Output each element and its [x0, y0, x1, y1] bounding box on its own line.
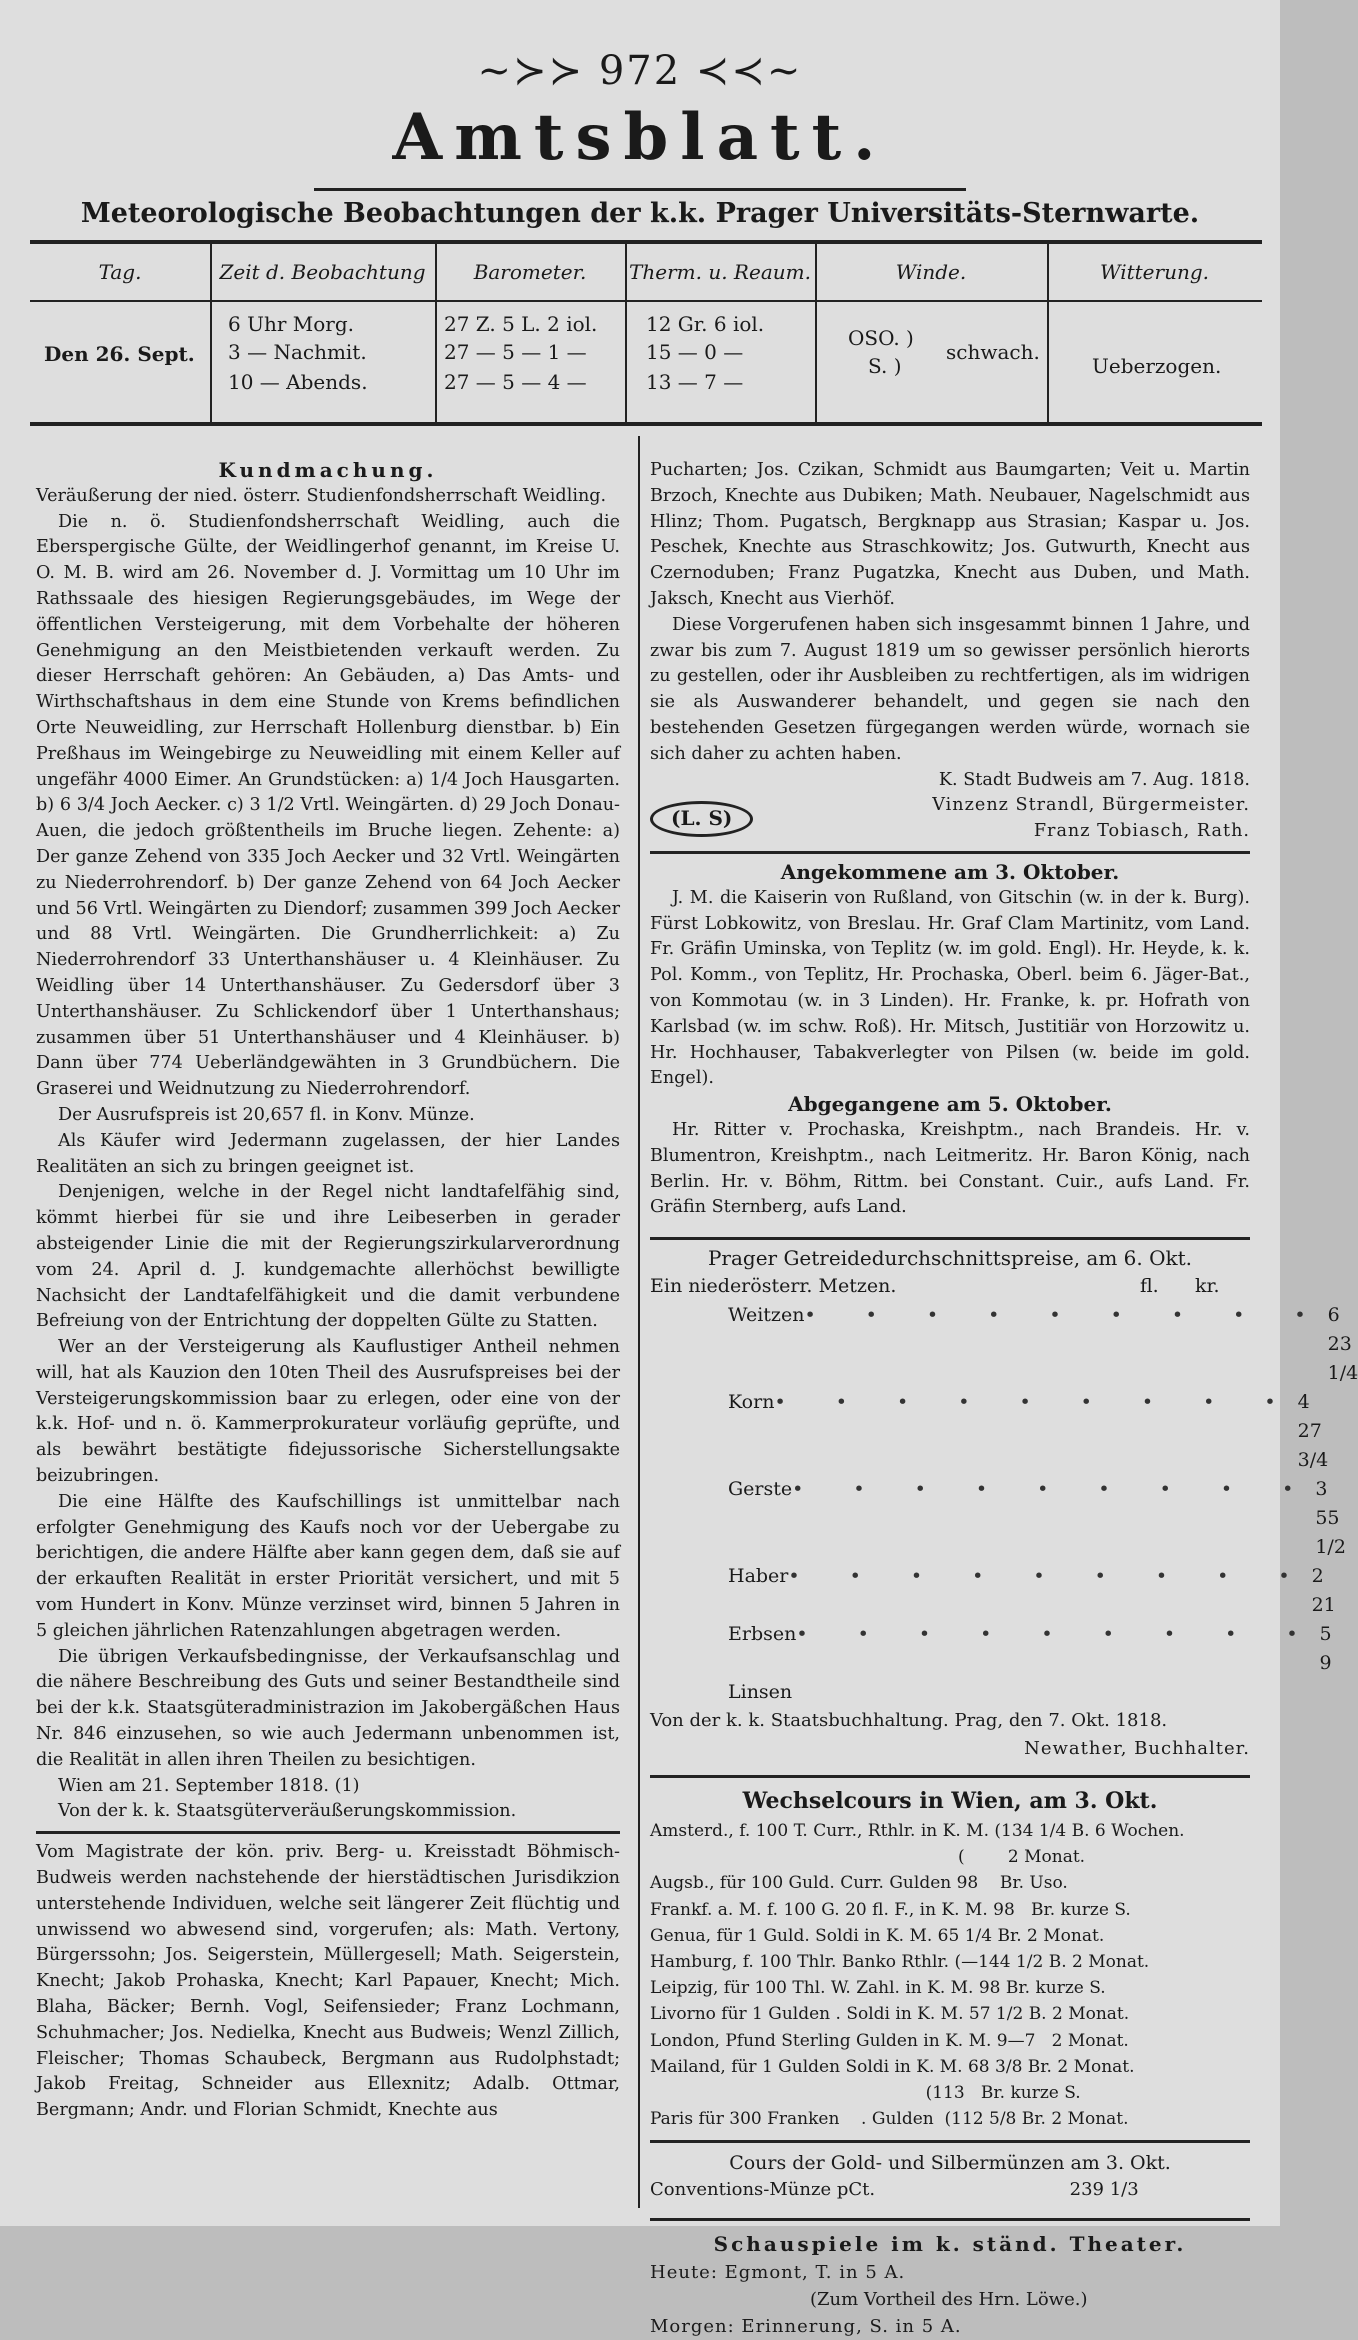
- grain-name: Erbsen: [728, 1622, 797, 1645]
- wind-direction-2: S. ): [868, 354, 902, 378]
- arrivals-heading: Angekommene am 3. Oktober.: [780, 859, 1120, 884]
- leader-dots: • • • • • • • • •: [788, 1564, 1312, 1587]
- newspaper-title: Amtsblatt.: [392, 100, 888, 175]
- grain-row: [650, 1301, 1358, 1388]
- budweis-date: K. Stadt Budweis am 7. Aug. 1818.: [938, 769, 1250, 790]
- exchange-row: Hamburg, f. 100 Thlr. Banko Rthlr. (—144 1/2 B. 2 Monat.: [650, 1951, 1150, 1972]
- grain-row: [650, 1562, 1336, 1620]
- grain-price: 5 9: [1319, 1622, 1332, 1674]
- weather-table: [30, 240, 1262, 426]
- leader-dots: • • • • • • • • •: [804, 1303, 1328, 1326]
- signer-mayor: Vinzenz Strandl, Bürgermeister.: [932, 795, 1250, 816]
- table-divider: [815, 244, 817, 422]
- grain-price: 4 27 3/4: [1297, 1390, 1329, 1471]
- grain-name: Weitzen: [728, 1303, 805, 1326]
- observatory-heading: Meteorologische Beobachtungen der k.k. Prager Universitäts-Sternwarte.: [80, 198, 1200, 229]
- wind-direction-1: OSO. ): [848, 326, 914, 350]
- leader-dots: • • • • • • • • •: [792, 1477, 1316, 1500]
- exchange-row: Amsterd., f. 100 T. Curr., Rthlr. in K. M. (134 1/4 B. 6 Wochen.: [650, 1820, 1185, 1841]
- barometer-morning: 27 Z. 5 L. 2 iol.: [444, 312, 598, 336]
- price-paragraph: Der Ausrufspreis ist 20,657 fl. in Konv. Münze.: [58, 1104, 475, 1125]
- date-line: Wien am 21. September 1818. (1): [58, 1775, 360, 1796]
- grain-name: Linsen: [728, 1680, 793, 1703]
- section-rule: [650, 851, 1250, 854]
- grain-price: 6 23 1/4: [1327, 1303, 1358, 1384]
- kundmachung-heading: Kundmachung.: [218, 458, 438, 482]
- grain-price: 2 21: [1311, 1564, 1336, 1616]
- col-header-barometer: Barometer.: [435, 244, 625, 302]
- theater-today: Heute: Egmont, T. in 5 A.: [650, 2261, 906, 2283]
- ornament-left-icon: ~≻≻: [477, 48, 599, 94]
- exchange-row: ( 2 Monat.: [650, 1847, 1086, 1868]
- exchange-row: Mailand, für 1 Gulden Soldi in K. M. 68 3/8 Br. 2 Monat.: [650, 2056, 1135, 2077]
- theater-benefit: (Zum Vortheil des Hrn. Löwe.): [810, 2288, 1088, 2310]
- time-evening: 10 — Abends.: [228, 370, 368, 394]
- grain-signer: Newather, Buchhalter.: [1024, 1737, 1250, 1759]
- exchange-row: (113 Br. kurze S.: [650, 2082, 1081, 2103]
- weather-condition: Ueberzogen.: [1092, 354, 1222, 378]
- right-column: [650, 458, 1358, 2340]
- col-header-time: Zeit d. Beobachtung: [210, 244, 435, 302]
- table-divider: [1047, 244, 1049, 422]
- conditions-paragraph: Die übrigen Verkaufsbedingnisse, der Verkaufsanschlag und die nähere Beschreibung des Guts und seiner Bestandtheile sind bei der k.k. Staatsgüteradministrazion im Jakobergäßchen Haus Nr. 846 einzusehen, so wie auch Jedermann unbenommen ist, die Realität in allen ihren Theilen zu besichtigen.: [36, 1646, 620, 1770]
- coin-row: Conventions-Münze pCt. 239 1/3: [650, 2179, 1139, 2201]
- exchange-row: Frankf. a. M. f. 100 G. 20 fl. F., in K. M. 98 Br. kurze S.: [650, 1899, 1131, 1920]
- grain-name: Haber: [728, 1564, 789, 1587]
- section-rule: [36, 1831, 620, 1834]
- title-underline: [314, 188, 966, 191]
- section-rule: [650, 1237, 1250, 1240]
- grain-name: Gerste: [728, 1477, 793, 1500]
- coin-heading: Cours der Gold- und Silbermünzen am 3. Okt.: [729, 2152, 1171, 2175]
- kundmachung-paragraph: Die n. ö. Studienfondsherrschaft Weidling, auch die Eberspergische Gülte, der Weidlingerhof genannt, im Kreise U. O. M. B. wird am 26. November d. J. Vormittag um 10 Uhr im Rathssaale des hiesigen Regierungsgebäudes, im Wege der öffentlichen Versteigerung, mit dem Vorbehalte der höheren Genehmigung an den Meistbietenden verkauft werden. Zu dieser Herrschaft gehören: An Gebäuden, a) Das Amts- und Wirthschaftshaus in dem eine Stunde von Krems befindlichen Orte Neuweidling, zur Herrschaft Hollenburg dienstbar. b) Ein Preßhaus im Weingebirge zu Neuweidling mit einem Keller auf ungefähr 4000 Eimer. An Grundstücken: a) 1/4 Joch Hausgarten. b) 6 3/4 Joch Aecker. c) 3 1/2 Vrtl. Weingärten. d) 29 Joch Donau-Auen, die jedoch größtentheils im Bruche liegen. Zehente: a) Der ganze Zehend von 335 Joch Aecker und 32 Vrtl. Weingärten zu Niederrohrendorf. b) Der ganze Zehend von 64 Joch Aecker und 56 Vrtl. Weingärten zu Diendorf; zusammen 399 Joch Aecker und 88 Vrtl. Weingärten. Die Grundherrlichkeit: a) Zu Niederrohrendorf 33 Unterthanshäuser u. 4 Kleinhäuser. Zu Weidling über 14 Unterthanshäuser. Zu Gedersdorf über 3 Unterthanshäuser. Zu Schlickendorf über 1 Unterthanshaus; zusammen über 51 Unterthanshäuser und 4 Kleinhäuser. b) Dann über 774 Ueberländgewähten in 3 Grundbüchern. Die Graserei und Weidnutzung zu Niederrohrendorf.: [36, 511, 620, 1100]
- leader-dots: • • • • • • • • •: [774, 1390, 1298, 1413]
- leader-dots: [818, 1678, 1140, 1707]
- section-rule: [650, 1775, 1250, 1778]
- departures-heading: Abgegangene am 5. Oktober.: [788, 1092, 1112, 1117]
- leader-dots: • • • • • • • • •: [796, 1622, 1320, 1645]
- fugitives-continued: Pucharten; Jos. Czikan, Schmidt aus Baumgarten; Veit u. Martin Brzoch, Knechte aus Dubiken; Math. Neubauer, Nagelschmidt aus Hlinz; Thom. Pugatsch, Bergknapp aus Strasian; Kaspar u. Jos. Peschek, Knechte aus Straschkowitz; Jos. Gutwurth, Knecht aus Czernoduben; Franz Pugatzka, Knecht aus Duben, und Math. Jaksch, Knecht aus Vierhöf.: [650, 460, 1250, 609]
- left-column: [36, 458, 620, 2124]
- payment-paragraph: Die eine Hälfte des Kaufschillings ist unmittelbar nach erfolgter Genehmigung des Kaufs noch vor der Uebergabe zu berichtigen, die andere Hälfte aber kann gegen dem, daß sie auf der erkauften Realität in erster Priorität versichert, und mit 5 vom Hundert in Konv. Münze verzinset wird, binnen 5 Jahren in 5 gleichen jährlichen Ratenzahlungen abgetragen werden.: [36, 1491, 620, 1641]
- col-header-winds: Winde.: [815, 244, 1047, 302]
- buyers-paragraph: Als Käufer wird Jedermann zugelassen, der hier Landes Realitäten an sich zu bringen geeignet ist.: [36, 1130, 620, 1177]
- exchange-row: Paris für 300 Franken . Gulden (112 5/8 Br. 2 Monat.: [650, 2109, 1129, 2130]
- time-morning: 6 Uhr Morg.: [228, 312, 354, 336]
- time-afternoon: 3 — Nachmit.: [228, 340, 367, 364]
- table-divider: [435, 244, 437, 422]
- table-divider: [210, 244, 212, 422]
- thermometer-evening: 13 — 7 —: [646, 370, 744, 394]
- page-number-value: 972: [598, 48, 682, 94]
- grain-row: [650, 1388, 1329, 1475]
- grain-name: Korn: [728, 1390, 775, 1413]
- wind-strength: schwach.: [946, 340, 1040, 364]
- exchange-row: Livorno für 1 Gulden . Soldi in K. M. 57 1/2 B. 2 Monat.: [650, 2004, 1130, 2025]
- fugitives-summons: Diese Vorgerufenen haben sich insgesammt binnen 1 Jahre, und zwar bis zum 7. August 1819 um so gewisser persönlich hierorts zu gestellen, oder ihr Ausbleiben zu rechtfertigen, als im widrigen sie als Auswanderer behandelt, und gegen sie nach den bestehenden Gesetzen fürgegangen werden würde, wornach sie sich daher zu achten haben.: [650, 614, 1250, 764]
- grain-row: [650, 1475, 1346, 1562]
- kauzion-paragraph: Wer an der Versteigerung als Kauflustiger Antheil nehmen will, hat als Kauzion den 10ten Theil des Ausrufspreises bei der Versteigerungskommission baar zu erlegen, oder eine von der k.k. Hof- und n. ö. Kammerprokurateur vorläufig geprüfte, und als bewährt bestätigte fidejussorische Sicherstellungsakte beizubringen.: [36, 1337, 620, 1487]
- kundmachung-subheading: Veräußerung der nied. österr. Studienfondsherrschaft Weidling.: [36, 485, 607, 506]
- grain-col-fl: fl.: [1140, 1274, 1159, 1297]
- exchange-row: Genua, für 1 Guld. Soldi in K. M. 65 1/4 Br. 2 Monat.: [650, 1925, 1105, 1946]
- exchange-row: Augsb., für 100 Guld. Curr. Gulden 98 Br. Uso.: [650, 1873, 1068, 1894]
- magistrate-paragraph: Vom Magistrate der kön. priv. Berg- u. Kreisstadt Böhmisch-Budweis werden nachstehende der hierstädtischen Jurisdikzion unterstehende Individuen, welche seit längerer Zeit flüchtig und unwissend wo abwesend sind, vorgerufen; als: Math. Vertony, Bürgerssohn; Jos. Seigerstein, Müllergesell; Math. Seigerstein, Knecht; Jakob Prohaska, Knecht; Karl Papauer, Knecht; Mich. Blaha, Bäcker; Bernh. Vogl, Seifensieder; Franz Lochmann, Schuhmacher; Jos. Nedielka, Knecht aus Budweis; Wenzl Zillich, Fleischer; Thomas Schaubeck, Bergmann aus Rudolphstadt; Jakob Freitag, Schneider aus Ellexnitz; Adalb. Ottmar, Bergmann; Andr. und Florian Schmidt, Knechte aus: [36, 1842, 620, 2121]
- barometer-evening: 27 — 5 — 4 —: [444, 370, 587, 394]
- grain-source: Von der k. k. Staatsbuchhaltung. Prag, den 7. Okt. 1818.: [650, 1709, 1168, 1731]
- barometer-afternoon: 27 — 5 — 1 —: [444, 340, 587, 364]
- column-divider: [638, 436, 640, 2208]
- section-rule: [650, 2218, 1250, 2221]
- grain-unit: Ein niederösterr. Metzen.: [650, 1274, 897, 1297]
- landtafel-paragraph: Denjenigen, welche in der Regel nicht landtafelfähig sind, kömmt hierbei für sie und ihre Leibeserben in gerader absteigender Linie die mit der Regierungszirkularverordnung vom 24. April d. J. kundgemachte allerhöchst bewilligte Nachsicht der Landtafelfähigkeit und die damit verbundene Befreiung von der Entrichtung der doppelten Gülte zu Statten.: [36, 1182, 620, 1332]
- page-number: [0, 48, 1280, 94]
- grain-price: 3 55 1/2: [1315, 1477, 1346, 1558]
- grain-col-kr: kr.: [1195, 1274, 1220, 1297]
- thermometer-afternoon: 15 — 0 —: [646, 340, 744, 364]
- theater-tomorrow: Morgen: Erinnerung, S. in 5 A.: [650, 2315, 962, 2337]
- grain-price: [1140, 1678, 1250, 1707]
- theater-heading: Schauspiele im k. ständ. Theater.: [713, 2231, 1187, 2256]
- col-header-weather: Witterung.: [1047, 244, 1262, 302]
- ornament-right-icon: ≺≺~: [681, 48, 803, 94]
- exchange-heading: Wechselcours in Wien, am 3. Okt.: [742, 1787, 1158, 1814]
- signer-councillor: Franz Tobiasch, Rath.: [1033, 821, 1250, 842]
- col-header-day: Tag.: [30, 244, 210, 302]
- thermometer-morning: 12 Gr. 6 iol.: [646, 312, 765, 336]
- exchange-row: Leipzig, für 100 Thl. W. Zahl. in K. M. 98 Br. kurze S.: [650, 1978, 1106, 1999]
- grain-heading: Prager Getreidedurchschnittspreise, am 6. Okt.: [707, 1246, 1193, 1271]
- arrivals-paragraph: J. M. die Kaiserin von Rußland, von Gitschin (w. in der k. Burg). Fürst Lobkowitz, von Breslau. Hr. Graf Clam Martinitz, vom Land. Fr. Gräfin Uminska, von Teplitz (w. im gold. Engl). Hr. Heyde, k. k. Pol. Komm., von Teplitz, Hr. Prochaska, Oberl. beim 6. Jäger-Bat., von Kommotau (w. in 3 Linden). Hr. Franke, k. pr. Hofrath von Karlsbad (w. im schw. Roß). Hr. Mitsch, Justitiär von Horzowitz u. Hr. Hochhauser, Tabakverlegter von Pilsen (w. beide im gold. Engel).: [650, 887, 1250, 1089]
- grain-row: [650, 1678, 1250, 1707]
- signature-line: Von der k. k. Staatsgüterveräußerungskommission.: [58, 1801, 517, 1822]
- seal-stamp: (L. S): [650, 801, 753, 837]
- section-rule: [650, 2140, 1250, 2143]
- table-divider: [625, 244, 627, 422]
- weather-day: Den 26. Sept.: [44, 342, 195, 366]
- grain-row: [650, 1620, 1332, 1678]
- col-header-thermometer: Therm. u. Reaum.: [625, 244, 815, 302]
- exchange-row: London, Pfund Sterling Gulden in K. M. 9—7 2 Monat.: [650, 2030, 1129, 2051]
- departures-paragraph: Hr. Ritter v. Prochaska, Kreishptm., nach Brandeis. Hr. v. Blumentron, Kreishptm., nach Leitmeritz. Hr. Baron König, nach Berlin. Hr. v. Böhm, Rittm. bei Constant. Cuir., aufs Land. Fr. Gräfin Sternberg, aufs Land.: [650, 1119, 1250, 1218]
